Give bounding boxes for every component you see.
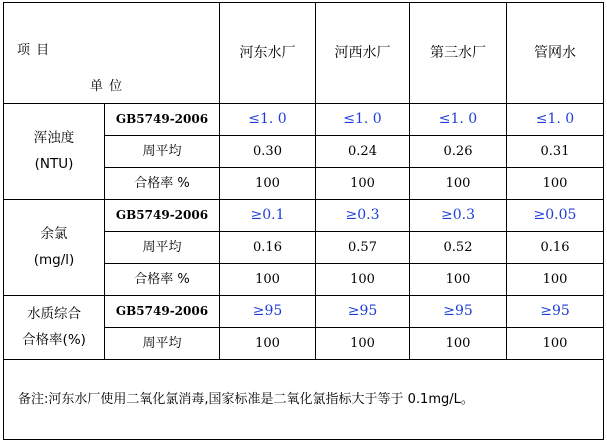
cell-value: 0.31 — [507, 136, 604, 168]
header-row — [4, 3, 604, 104]
row-label: GB5749-2006 — [105, 296, 220, 328]
limit-value: ≥95 — [507, 296, 604, 328]
column-header-third-plant: 第三水厂 — [410, 3, 507, 104]
limit-value: ≤1. 0 — [410, 104, 507, 136]
cell-value: 0.24 — [316, 136, 410, 168]
note-row — [4, 360, 604, 440]
cell-value: 100 — [410, 264, 507, 296]
water-quality-table — [3, 2, 604, 440]
table-row — [4, 296, 604, 328]
cell-value: 100 — [220, 264, 316, 296]
category-unit: 合格率(%) — [22, 331, 86, 348]
cell-value: 0.52 — [410, 232, 507, 264]
limit-value: ≥0.3 — [410, 200, 507, 232]
row-label: 合格率 % — [105, 264, 220, 296]
category-turbidity — [4, 104, 105, 200]
column-header-hexi: 河西水厂 — [316, 3, 410, 104]
limit-value: ≤1. 0 — [507, 104, 604, 136]
category-unit: (mg/l) — [33, 251, 75, 268]
category-residual-chlorine — [4, 200, 105, 296]
limit-value: ≤1. 0 — [316, 104, 410, 136]
cell-value: 0.57 — [316, 232, 410, 264]
limit-value: ≥95 — [410, 296, 507, 328]
limit-value: ≥95 — [220, 296, 316, 328]
table-row — [4, 200, 604, 232]
cell-value: 0.30 — [220, 136, 316, 168]
cell-value: 100 — [220, 168, 316, 200]
row-label: 周平均 — [105, 136, 220, 168]
category-name: 水质综合 — [27, 305, 81, 322]
cell-value: 100 — [410, 168, 507, 200]
row-label: 周平均 — [105, 232, 220, 264]
cell-value: 100 — [507, 168, 604, 200]
limit-value: ≥0.1 — [220, 200, 316, 232]
cell-value: 0.26 — [410, 136, 507, 168]
water-quality-table-container — [3, 2, 603, 439]
row-label: GB5749-2006 — [105, 104, 220, 136]
cell-value: 100 — [410, 328, 507, 360]
item-label: 项 目 — [17, 43, 51, 58]
cell-value: 100 — [220, 328, 316, 360]
cell-value: 0.16 — [220, 232, 316, 264]
row-label: 合格率 % — [105, 168, 220, 200]
cell-value: 100 — [316, 328, 410, 360]
category-unit: (NTU) — [34, 155, 74, 172]
category-name: 浑浊度 — [33, 129, 75, 146]
limit-value: ≥0.05 — [507, 200, 604, 232]
unit-label: 单 位 — [90, 79, 124, 94]
cell-value: 100 — [507, 264, 604, 296]
cell-value: 100 — [316, 168, 410, 200]
row-label: GB5749-2006 — [105, 200, 220, 232]
header-corner-cell — [4, 3, 220, 104]
footnote: 备注:河东水厂使用二氧化氯消毒,国家标准是二氧化氯指标大于等于 0.1mg/L。 — [4, 360, 604, 440]
column-header-hedong: 河东水厂 — [220, 3, 316, 104]
limit-value: ≤1. 0 — [220, 104, 316, 136]
cell-value: 0.16 — [507, 232, 604, 264]
row-label: 周平均 — [105, 328, 220, 360]
table-row — [4, 104, 604, 136]
category-name: 余氯 — [40, 225, 68, 242]
limit-value: ≥95 — [316, 296, 410, 328]
limit-value: ≥0.3 — [316, 200, 410, 232]
cell-value: 100 — [316, 264, 410, 296]
column-header-pipe-network: 管网水 — [507, 3, 604, 104]
cell-value: 100 — [507, 328, 604, 360]
category-overall-compliance — [4, 296, 105, 360]
